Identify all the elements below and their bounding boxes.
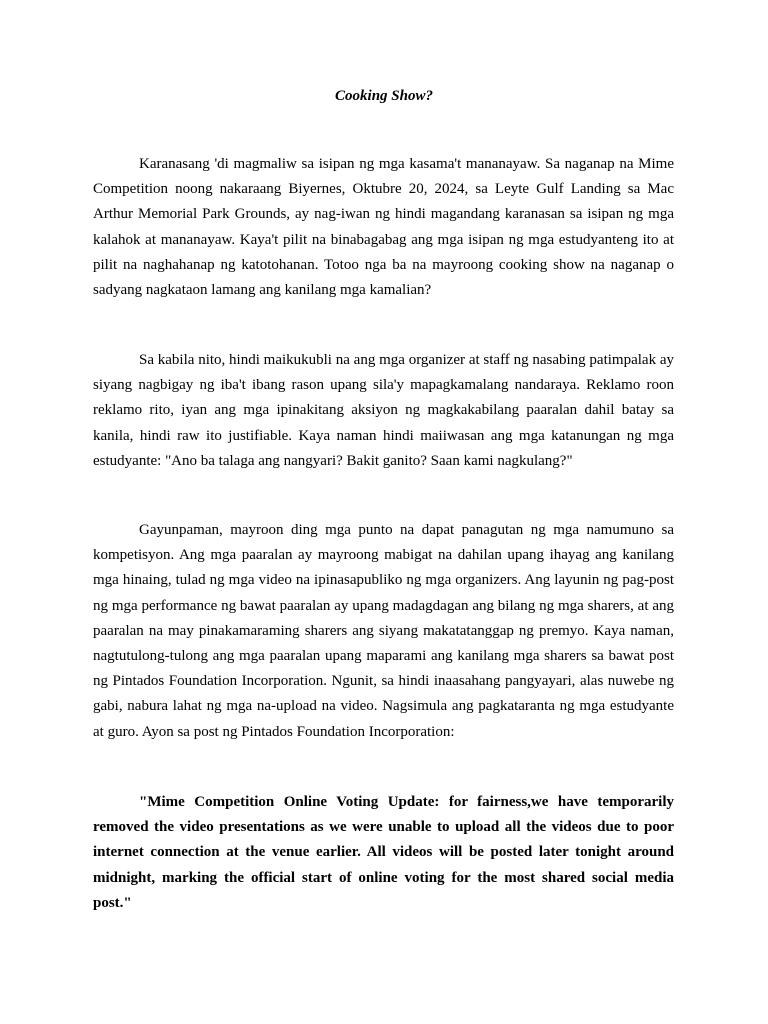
document-title: Cooking Show? <box>335 88 433 104</box>
paragraph-3: Gayunpaman, mayroon ding mga punto na dapat panagutan ng mga namumuno sa kompetisyon. Ang mga paaralan ay mayroong mabigat na dahilan upang ihayag ang kanilang mga hinaing, tulad ng mga video na ipinasapubliko ng mga organizers. Ang layunin ng pag-post ng mga performance ng bawat paaralan ay upang madagdagan ang bilang ng mga sharers, at ang paaralan na may pinakamaraming sharers ang siyang makatatanggap ng premyo. Kaya naman, nagtutulong-tulong ang mga paaralan upang maparami ang kanilang mga sharers sa bawat post ng Pintados Foundation Incorporation. Ngunit, sa hindi inaasahang pangyayari, alas nuwebe ng gabi, nabura lahat ng mga na-upload na video. Nagsimula ang pagkataranta ng mga estudyante at guro. Ayon sa post ng Pintados Foundation Incorporation: <box>93 522 674 740</box>
paragraph-1: Karanasang 'di magmaliw sa isipan ng mga kasama't mananayaw. Sa naganap na Mime Competition noong nakaraang Biyernes, Oktubre 20, 2024, sa Leyte Gulf Landing sa Mac Arthur Memorial Park Grounds, ay nag-iwan ng hindi magandang karanasan sa isipan ng mga kalahok at mananayaw. Kaya't pilit na binabagabag ang mga isipan ng mga estudyanteng ito at pilit na naghahanap ng katotohanan. Totoo nga ba na mayroong cooking show na naganap o sadyang nagkataon lamang ang kanilang mga kamalian? <box>93 156 674 299</box>
quoted-post-paragraph: "Mime Competition Online Voting Update: for fairness,we have temporarily removed the video presentations as we were unable to upload all the videos due to poor internet connection at the venue earlier. All videos will be posted later tonight around midnight, marking the official start of online voting for the most shared social media post." <box>93 794 674 911</box>
paragraph-2: Sa kabila nito, hindi maikukubli na ang mga organizer at staff ng nasabing patimpalak ay siyang nagbigay ng iba't ibang rason upang sila'y mapagkamalang nandaraya. Reklamo roon reklamo rito, iyan ang mga ipinakitang aksiyon ng magkakabilang paaralan dahil batay sa kanila, hindi raw ito justifiable. Kaya naman hindi maiiwasan ang mga katanungan ng mga estudyante: "Ano ba talaga ang nangyari? Bakit ganito? Saan kami nagkulang?" <box>93 352 674 469</box>
